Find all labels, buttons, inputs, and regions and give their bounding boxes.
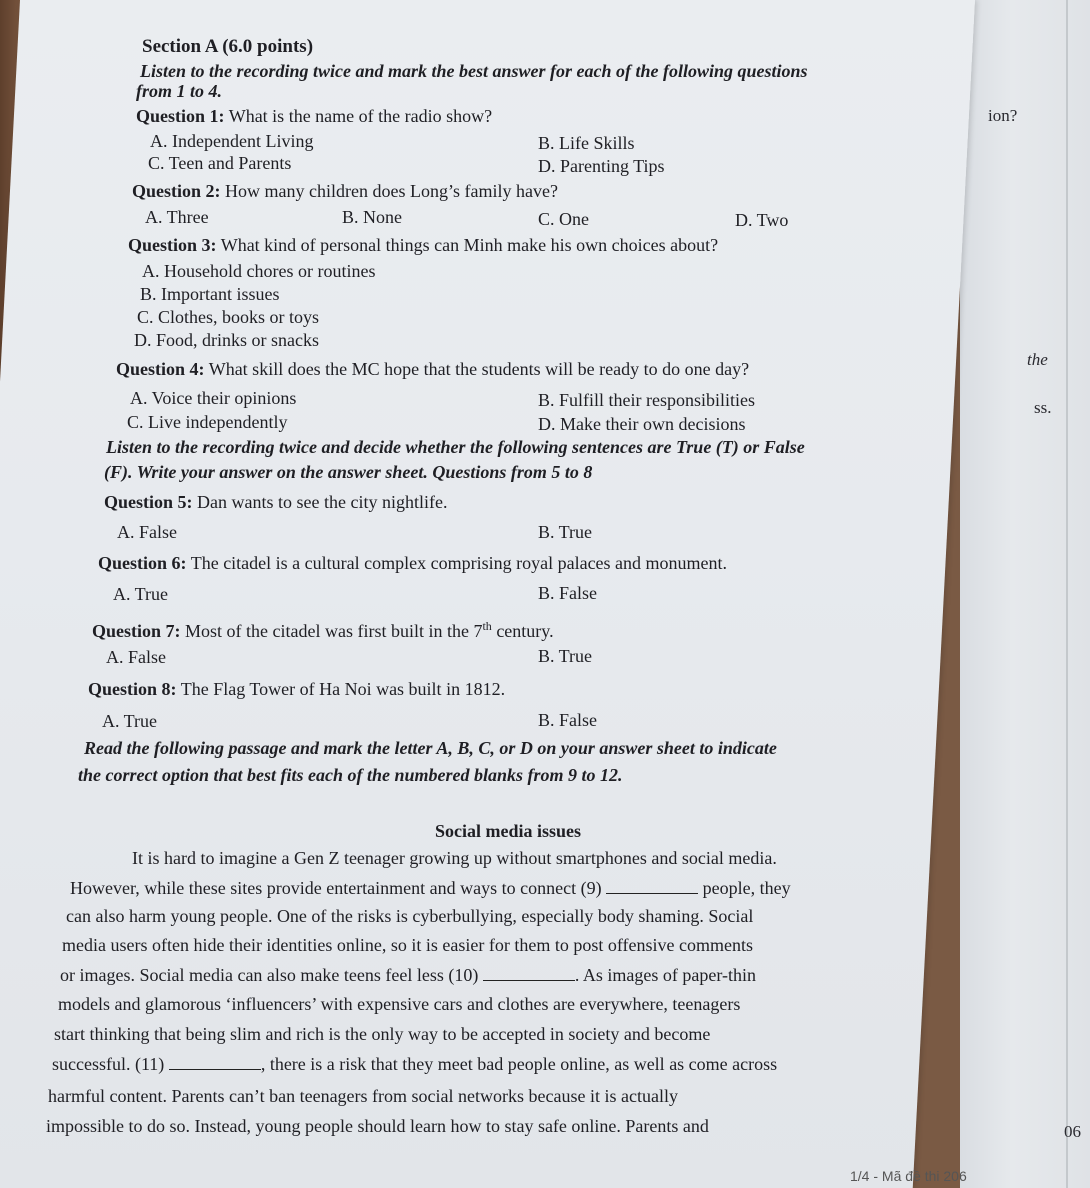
- question-5: [104, 491, 447, 513]
- q2-option-c: C. One: [538, 209, 589, 229]
- q3-option-b: B. Important issues: [140, 284, 280, 304]
- passage-line-10: impossible to do so. Instead, young people should learn how to stay safe online. Parents and: [46, 1116, 709, 1136]
- passage-line-6: models and glamorous ‘influencers’ with expensive cars and clothes are everywhere, teenagers: [58, 994, 741, 1014]
- question-6-text: The citadel is a cultural complex comprising royal palaces and monument.: [190, 553, 728, 573]
- question-7-superscript: th: [482, 619, 492, 633]
- question-3-text: What kind of personal things can Minh make his own choices about?: [220, 235, 719, 255]
- question-2-label: Question 2:: [132, 181, 221, 201]
- q6-option-a: A. True: [113, 584, 169, 604]
- question-8: [88, 678, 505, 700]
- passage-line-2-start: However, while these sites provide entertainment and ways to connect (9): [70, 878, 607, 898]
- passage-line-5-start: or images. Social media can also make teens feel less (10): [60, 965, 483, 985]
- passage-line-1: It is hard to imagine a Gen Z teenager growing up without smartphones and social media.: [132, 848, 777, 868]
- q1-option-b: B. Life Skills: [538, 133, 635, 153]
- instruction-listen-1: Listen to the recording twice and mark the best answer for each of the following questions: [140, 61, 808, 81]
- q8-option-b: B. False: [538, 710, 598, 730]
- question-7: [92, 615, 554, 642]
- passage-line-8-start: successful. (11): [52, 1054, 169, 1074]
- q2-option-d: D. Two: [735, 210, 789, 230]
- passage-line-3: can also harm young people. One of the risks is cyberbullying, especially body shaming. Social: [66, 906, 754, 926]
- instruction-read-cont: the correct option that best fits each of the numbered blanks from 9 to 12.: [78, 765, 623, 785]
- instruction-listen-2: Listen to the recording twice and decide whether the following sentences are True (T) or False: [106, 437, 805, 457]
- page-footer: 1/4 - Mã đề thi 206: [850, 1168, 967, 1184]
- question-7-label: Question 7:: [92, 621, 181, 641]
- question-2-text: How many children does Long’s family have?: [225, 181, 558, 201]
- question-4-label: Question 4:: [116, 359, 205, 379]
- q1-option-c: C. Teen and Parents: [148, 153, 292, 173]
- passage-line-2: [70, 877, 791, 899]
- underlying-text-2: the: [1027, 350, 1048, 369]
- passage-line-9: harmful content. Parents can’t ban teenagers from social networks because it is actually: [48, 1086, 678, 1106]
- q1-option-d: D. Parenting Tips: [538, 156, 665, 176]
- question-4: [116, 358, 749, 380]
- q2-option-b: B. None: [342, 207, 402, 227]
- passage-line-4: media users often hide their identities online, so it is easier for them to post offensive comments: [62, 935, 754, 955]
- passage-line-8: [52, 1053, 777, 1075]
- blank-9: [606, 879, 698, 894]
- question-5-text: Dan wants to see the city nightlife.: [197, 492, 448, 512]
- passage-title: Social media issues: [435, 821, 582, 841]
- underlying-text-1: ion?: [988, 106, 1018, 125]
- passage-line-5-end: . As images of paper-thin: [574, 965, 756, 985]
- q7-option-a: A. False: [106, 647, 166, 667]
- q4-option-c: C. Live independently: [127, 412, 288, 432]
- q3-option-a: A. Household chores or routines: [142, 261, 376, 281]
- instruction-listen-1-cont: from 1 to 4.: [136, 81, 223, 101]
- q5-option-b: B. True: [538, 522, 593, 542]
- passage-line-2-end: people, they: [698, 878, 791, 898]
- blank-11: [169, 1055, 261, 1070]
- question-2: [132, 180, 558, 202]
- q4-option-d: D. Make their own decisions: [538, 414, 746, 434]
- passage-line-5: [60, 964, 756, 986]
- instruction-read: Read the following passage and mark the letter A, B, C, or D on your answer sheet to indicate: [84, 738, 777, 758]
- underlying-text-4: 06: [1064, 1122, 1081, 1141]
- section-header: Section A (6.0 points): [142, 36, 314, 57]
- question-5-label: Question 5:: [104, 492, 193, 512]
- question-6-label: Question 6:: [98, 553, 187, 573]
- passage-line-8-end: , there is a risk that they meet bad people online, as well as come across: [260, 1054, 778, 1074]
- question-7-text: Most of the citadel was first built in the 7: [185, 621, 483, 641]
- q7-option-b: B. True: [538, 646, 593, 666]
- underlying-text-3: ss.: [1034, 398, 1052, 417]
- q4-option-b: B. Fulfill their responsibilities: [538, 390, 755, 410]
- question-6: [98, 552, 727, 574]
- q6-option-b: B. False: [538, 583, 598, 603]
- instruction-listen-2-cont: (F). Write your answer on the answer sheet. Questions from 5 to 8: [104, 462, 593, 482]
- q3-option-d: D. Food, drinks or snacks: [134, 330, 319, 350]
- question-7-text-end: century.: [491, 621, 554, 641]
- question-1-label: Question 1:: [136, 106, 225, 126]
- q8-option-a: A. True: [102, 711, 158, 731]
- q5-option-a: A. False: [117, 522, 177, 542]
- question-1: [136, 105, 492, 127]
- question-1-text: What is the name of the radio show?: [228, 106, 493, 126]
- q1-option-a: A. Independent Living: [150, 131, 314, 151]
- q4-option-a: A. Voice their opinions: [130, 388, 297, 408]
- question-8-text: The Flag Tower of Ha Noi was built in 1812.: [180, 679, 506, 699]
- question-8-label: Question 8:: [88, 679, 177, 699]
- question-3-label: Question 3:: [128, 235, 217, 255]
- q3-option-c: C. Clothes, books or toys: [137, 307, 320, 327]
- question-3: [128, 234, 718, 256]
- question-4-text: What skill does the MC hope that the students will be ready to do one day?: [208, 359, 750, 379]
- passage-line-7: start thinking that being slim and rich is the only way to be accepted in society and become: [54, 1024, 711, 1044]
- q2-option-a: A. Three: [145, 207, 209, 227]
- blank-10: [483, 966, 575, 981]
